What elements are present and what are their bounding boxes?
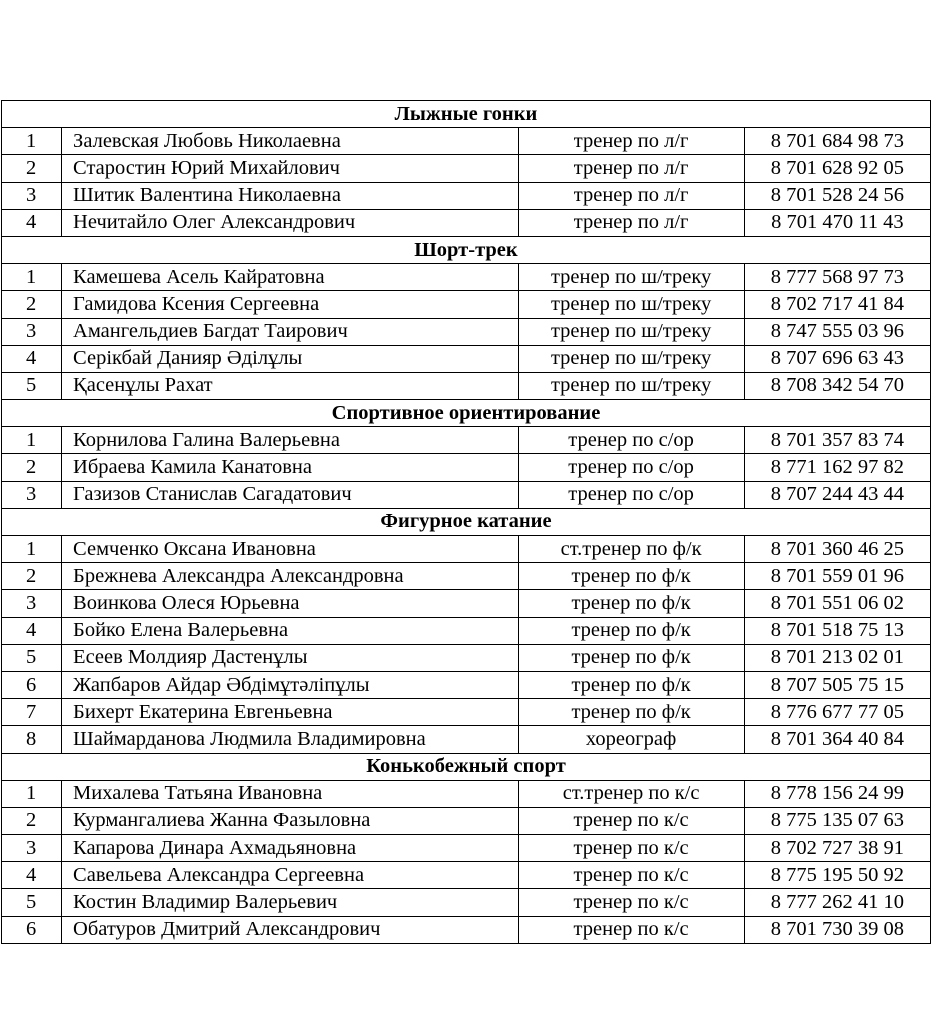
coach-position: тренер по ф/к (518, 644, 744, 671)
row-number: 3 (2, 481, 62, 508)
table-row (2, 889, 931, 916)
phone-number: 8 702 717 41 84 (744, 291, 930, 318)
table-row (2, 291, 931, 318)
row-number: 3 (2, 318, 62, 345)
phone-number: 8 777 262 41 10 (744, 889, 930, 916)
phone-number: 8 702 727 38 91 (744, 835, 930, 862)
coach-name: Газизов Станислав Сагадатович (62, 481, 518, 508)
coach-name: Старостин Юрий Михайлович (62, 155, 518, 182)
row-number: 1 (2, 536, 62, 563)
phone-number: 8 701 357 83 74 (744, 427, 930, 454)
phone-number: 8 775 135 07 63 (744, 807, 930, 834)
phone-number: 8 778 156 24 99 (744, 780, 930, 807)
section-title: Лыжные гонки (2, 101, 931, 128)
row-number: 6 (2, 916, 62, 943)
row-number: 4 (2, 345, 62, 372)
coach-name: Костин Владимир Валерьевич (62, 889, 518, 916)
row-number: 1 (2, 427, 62, 454)
coach-position: тренер по к/с (518, 889, 744, 916)
section-header-row (2, 236, 931, 263)
coach-position: тренер по ш/треку (518, 372, 744, 399)
section-title: Спортивное ориентирование (2, 400, 931, 427)
row-number: 4 (2, 617, 62, 644)
coach-name: Курмангалиева Жанна Фазыловна (62, 807, 518, 834)
coach-position: тренер по к/с (518, 862, 744, 889)
coach-name: Залевская Любовь Николаевна (62, 128, 518, 155)
coach-position: тренер по ф/к (518, 699, 744, 726)
phone-number: 8 701 628 92 05 (744, 155, 930, 182)
row-number: 3 (2, 835, 62, 862)
phone-number: 8 777 568 97 73 (744, 264, 930, 291)
table-row (2, 481, 931, 508)
coach-position: тренер по к/с (518, 916, 744, 943)
phone-number: 8 701 684 98 73 (744, 128, 930, 155)
coach-position: тренер по л/г (518, 155, 744, 182)
table-row (2, 916, 931, 943)
coaches-table (1, 100, 931, 944)
coaches-document (0, 100, 934, 944)
coach-position: тренер по ш/треку (518, 291, 744, 318)
section-header-row (2, 753, 931, 780)
coach-name: Шаймарданова Людмила Владимировна (62, 726, 518, 753)
coach-position: ст.тренер по ф/к (518, 536, 744, 563)
coach-position: тренер по ф/к (518, 590, 744, 617)
coach-name: Нечитайло Олег Александрович (62, 209, 518, 236)
coach-name: Қасенұлы Рахат (62, 372, 518, 399)
table-row (2, 671, 931, 698)
section-header-row (2, 508, 931, 535)
row-number: 2 (2, 155, 62, 182)
coach-position: тренер по ш/треку (518, 345, 744, 372)
table-row (2, 563, 931, 590)
coach-name: Есеев Молдияр Дастенұлы (62, 644, 518, 671)
phone-number: 8 776 677 77 05 (744, 699, 930, 726)
phone-number: 8 701 470 11 43 (744, 209, 930, 236)
coach-position: тренер по л/г (518, 182, 744, 209)
coach-position: хореограф (518, 726, 744, 753)
row-number: 4 (2, 209, 62, 236)
row-number: 2 (2, 807, 62, 834)
phone-number: 8 707 505 75 15 (744, 671, 930, 698)
section-header-row (2, 101, 931, 128)
phone-number: 8 701 730 39 08 (744, 916, 930, 943)
row-number: 5 (2, 889, 62, 916)
coach-position: тренер по л/г (518, 128, 744, 155)
row-number: 1 (2, 780, 62, 807)
coach-position: тренер по с/ор (518, 481, 744, 508)
coach-position: тренер по л/г (518, 209, 744, 236)
table-row (2, 155, 931, 182)
phone-number: 8 708 342 54 70 (744, 372, 930, 399)
table-row (2, 454, 931, 481)
phone-number: 8 707 696 63 43 (744, 345, 930, 372)
table-row (2, 617, 931, 644)
coach-name: Брежнева Александра Александровна (62, 563, 518, 590)
row-number: 6 (2, 671, 62, 698)
coach-name: Серікбай Данияр Әділұлы (62, 345, 518, 372)
coach-name: Капарова Динара Ахмадьяновна (62, 835, 518, 862)
table-row (2, 128, 931, 155)
coach-position: тренер по с/ор (518, 454, 744, 481)
row-number: 1 (2, 264, 62, 291)
row-number: 3 (2, 182, 62, 209)
coach-position: ст.тренер по к/с (518, 780, 744, 807)
table-row (2, 182, 931, 209)
row-number: 3 (2, 590, 62, 617)
coach-position: тренер по с/ор (518, 427, 744, 454)
phone-number: 8 701 518 75 13 (744, 617, 930, 644)
row-number: 2 (2, 454, 62, 481)
table-row (2, 862, 931, 889)
coach-position: тренер по ш/треку (518, 318, 744, 345)
phone-number: 8 707 244 43 44 (744, 481, 930, 508)
coach-name: Обатуров Дмитрий Александрович (62, 916, 518, 943)
coach-name: Бихерт Екатерина Евгеньевна (62, 699, 518, 726)
section-header-row (2, 400, 931, 427)
section-title: Конькобежный спорт (2, 753, 931, 780)
table-row (2, 835, 931, 862)
table-row (2, 726, 931, 753)
table-row (2, 318, 931, 345)
row-number: 2 (2, 291, 62, 318)
coach-name: Амангельдиев Багдат Таирович (62, 318, 518, 345)
phone-number: 8 701 528 24 56 (744, 182, 930, 209)
coach-name: Шитик Валентина Николаевна (62, 182, 518, 209)
phone-number: 8 747 555 03 96 (744, 318, 930, 345)
coach-name: Воинкова Олеся Юрьевна (62, 590, 518, 617)
coach-position: тренер по ф/к (518, 671, 744, 698)
row-number: 2 (2, 563, 62, 590)
table-row (2, 590, 931, 617)
coach-position: тренер по ф/к (518, 563, 744, 590)
table-row (2, 372, 931, 399)
coach-position: тренер по к/с (518, 807, 744, 834)
row-number: 8 (2, 726, 62, 753)
coach-name: Жапбаров Айдар Әбдімұтәліпұлы (62, 671, 518, 698)
section-title: Шорт-трек (2, 236, 931, 263)
phone-number: 8 775 195 50 92 (744, 862, 930, 889)
phone-number: 8 701 213 02 01 (744, 644, 930, 671)
row-number: 7 (2, 699, 62, 726)
coach-name: Савельева Александра Сергеевна (62, 862, 518, 889)
coach-position: тренер по ф/к (518, 617, 744, 644)
table-row (2, 780, 931, 807)
row-number: 5 (2, 372, 62, 399)
section-title: Фигурное катание (2, 508, 931, 535)
row-number: 5 (2, 644, 62, 671)
coach-name: Ибраева Камила Канатовна (62, 454, 518, 481)
table-row (2, 427, 931, 454)
row-number: 4 (2, 862, 62, 889)
table-row (2, 264, 931, 291)
phone-number: 8 701 559 01 96 (744, 563, 930, 590)
row-number: 1 (2, 128, 62, 155)
phone-number: 8 701 360 46 25 (744, 536, 930, 563)
coach-position: тренер по ш/треку (518, 264, 744, 291)
coach-name: Корнилова Галина Валерьевна (62, 427, 518, 454)
coach-name: Михалева Татьяна Ивановна (62, 780, 518, 807)
phone-number: 8 771 162 97 82 (744, 454, 930, 481)
table-row (2, 807, 931, 834)
phone-number: 8 701 364 40 84 (744, 726, 930, 753)
coach-name: Бойко Елена Валерьевна (62, 617, 518, 644)
table-row (2, 345, 931, 372)
coaches-table-body (2, 101, 931, 944)
table-row (2, 644, 931, 671)
coach-name: Камешева Асель Кайратовна (62, 264, 518, 291)
table-row (2, 209, 931, 236)
table-row (2, 536, 931, 563)
table-row (2, 699, 931, 726)
phone-number: 8 701 551 06 02 (744, 590, 930, 617)
coach-name: Семченко Оксана Ивановна (62, 536, 518, 563)
coach-position: тренер по к/с (518, 835, 744, 862)
coach-name: Гамидова Ксения Сергеевна (62, 291, 518, 318)
